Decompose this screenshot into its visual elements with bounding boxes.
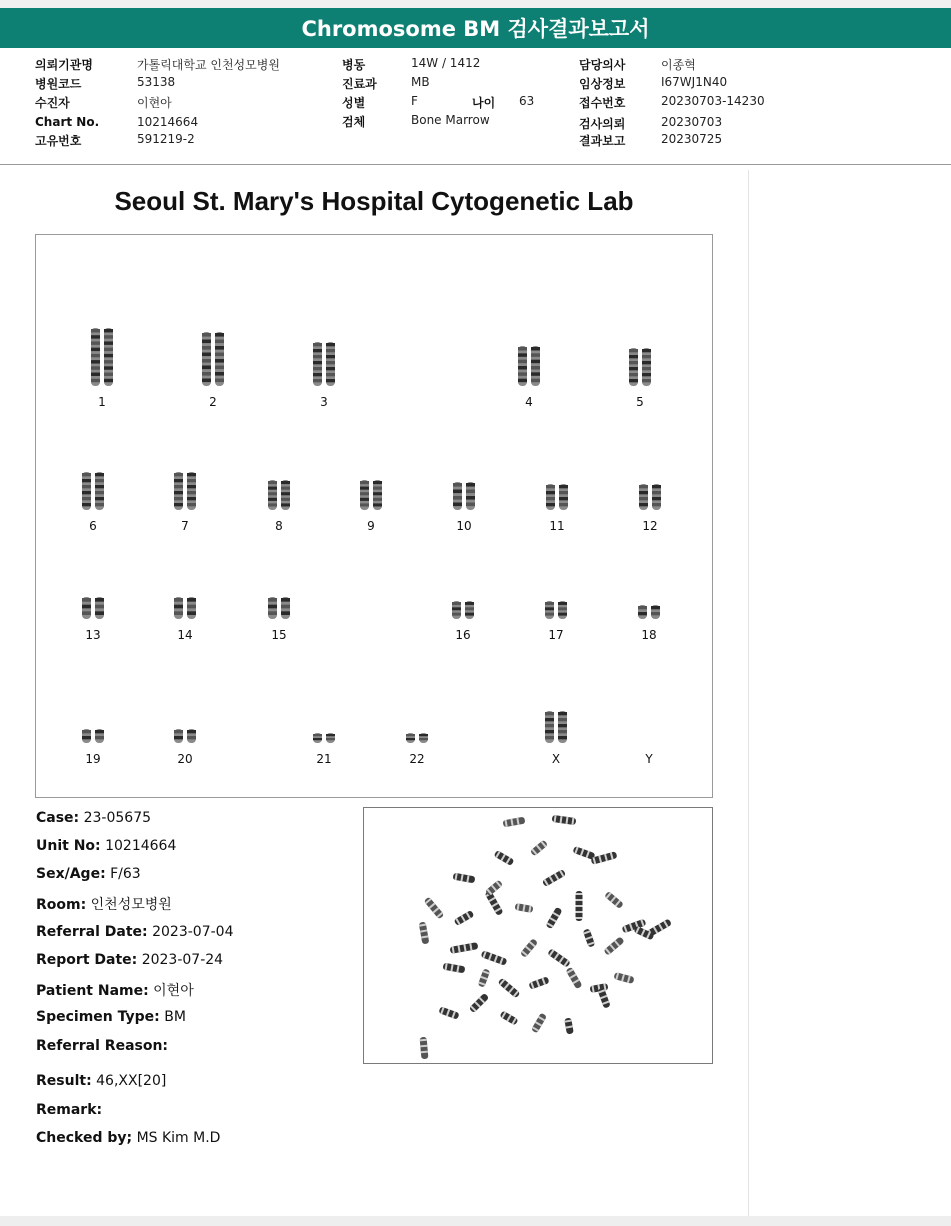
- metaphase-chromosome: [499, 1010, 518, 1025]
- info-label: 검체: [342, 115, 366, 129]
- chromosome-label-19: 19: [85, 752, 101, 766]
- info-label: 검사의뢰: [579, 117, 626, 131]
- info-label: 고유번호: [35, 134, 82, 148]
- metaphase-chromosome: [572, 846, 595, 860]
- checked-by-line: Checked by; MS Kim M.D: [36, 1130, 221, 1146]
- metaphase-chromosome: [613, 972, 634, 984]
- metaphase-chromosome: [576, 891, 583, 921]
- report-date-value: 2023-07-24: [141, 952, 224, 968]
- metaphase-chromosome: [591, 851, 618, 864]
- age-label: 나이: [472, 96, 496, 110]
- specimen-type-value: BM: [164, 1009, 186, 1025]
- chromosome-pair-6: [79, 471, 107, 511]
- chromosome-pair-21: [310, 732, 338, 744]
- info-label: 수진자: [35, 96, 70, 110]
- info-label: 성별: [342, 96, 366, 110]
- metaphase-chromosome: [478, 968, 491, 987]
- chromosome-pair-11: [543, 483, 571, 511]
- chromosome-pair-X: [542, 710, 570, 744]
- info-label: Chart No.: [35, 115, 100, 129]
- report-title-bar: [0, 8, 951, 48]
- info-value: 20230703-14230: [661, 94, 765, 108]
- info-value: 53138: [137, 75, 176, 89]
- info-label: 접수번호: [579, 96, 626, 110]
- chromosome-label-Y: Y: [645, 752, 653, 766]
- report-title: Chromosome BM 검사결과보고서: [301, 17, 650, 41]
- result-value: 46,XX[20]: [96, 1073, 167, 1089]
- chromosome-pair-9: [357, 479, 385, 511]
- metaphase-chromosome: [564, 1018, 574, 1035]
- referral-date-value: 2023-07-04: [152, 924, 234, 940]
- chromosome-pair-20: [171, 728, 199, 744]
- metaphase-chromosome: [531, 1013, 547, 1034]
- case-value: 23-05675: [83, 810, 152, 826]
- metaphase-chromosome: [485, 880, 503, 897]
- report-date-line: Report Date: 2023-07-24: [36, 952, 224, 968]
- info-value: 이종혁: [661, 58, 696, 72]
- info-value: 10214664: [137, 115, 199, 129]
- info-value: I67WJ1N40: [661, 75, 728, 89]
- info-label: 임상정보: [579, 77, 626, 91]
- checked-by-value: MS Kim M.D: [136, 1130, 221, 1146]
- info-label: 담당의사: [579, 58, 626, 72]
- chromosome-pair-16: [449, 600, 477, 620]
- chromosome-label-21: 21: [316, 752, 332, 766]
- chromosome-label-X: X: [551, 752, 561, 766]
- chromosome-label-6: 6: [89, 519, 97, 533]
- info-value: 20230703: [661, 115, 723, 129]
- lab-title: Seoul St. Mary's Hospital Cytogenetic Lab: [114, 186, 634, 216]
- metaphase-chromosome: [503, 817, 526, 828]
- remark-line: Remark:: [36, 1102, 103, 1118]
- chromosome-pair-12: [636, 483, 664, 511]
- chromosome-pair-8: [265, 479, 293, 511]
- metaphase-chromosome: [604, 891, 624, 909]
- chromosome-label-7: 7: [181, 519, 189, 533]
- metaphase-chromosome: [542, 869, 566, 887]
- chromosome-label-14: 14: [177, 628, 193, 642]
- metaphase-chromosome: [565, 967, 582, 990]
- sex-age-value: F/63: [110, 866, 141, 882]
- chromosome-pair-22: [403, 732, 431, 744]
- chromosome-label-17: 17: [548, 628, 564, 642]
- metaphase-chromosome: [603, 936, 624, 956]
- info-value: 591219-2: [137, 132, 195, 146]
- chromosome-pair-18: [635, 604, 663, 620]
- chromosome-pair-3: [310, 341, 338, 387]
- karyogram-panel: [35, 234, 713, 798]
- unit-no-line: Unit No: 10214664: [36, 838, 177, 854]
- header-divider: [0, 164, 951, 165]
- chromosome-pair-10: [450, 481, 478, 511]
- chromosome-label-20: 20: [177, 752, 193, 766]
- chromosome-label-10: 10: [456, 519, 472, 533]
- metaphase-chromosome: [469, 993, 490, 1014]
- info-label: 결과보고: [579, 134, 626, 148]
- chromosome-label-12: 12: [642, 519, 658, 533]
- page-bottom-band: [0, 1216, 951, 1226]
- info-label: 병원코드: [35, 77, 82, 91]
- metaphase-chromosome: [454, 910, 475, 926]
- chromosome-pair-1: [88, 327, 116, 387]
- patient-info-header: [0, 54, 951, 164]
- chromosome-label-15: 15: [271, 628, 287, 642]
- metaphase-chromosome: [438, 1006, 459, 1019]
- metaphase-chromosome: [547, 948, 571, 967]
- metaphase-chromosome: [552, 815, 577, 825]
- chromosome-pair-4: [515, 345, 543, 387]
- case-line: Case: 23-05675: [36, 810, 152, 826]
- metaphase-chromosome: [515, 903, 534, 913]
- metaphase-chromosome: [420, 1037, 429, 1060]
- chromosome-pair-14: [171, 596, 199, 620]
- age-value: 63: [519, 94, 535, 108]
- chromosome-pair-2: [199, 331, 227, 387]
- chromosome-label-2: 2: [209, 395, 217, 409]
- sex-age-line: Sex/Age: F/63: [36, 866, 141, 882]
- room-value: 인천성모병원: [90, 897, 172, 913]
- metaphase-chromosome: [528, 976, 549, 989]
- info-value: MB: [411, 75, 430, 89]
- chromosome-pair-17: [542, 600, 570, 620]
- specimen-type-line: Specimen Type: BM: [36, 1009, 186, 1025]
- chromosome-label-8: 8: [275, 519, 283, 533]
- metaphase-chromosome: [424, 897, 445, 920]
- chromosome-label-5: 5: [636, 395, 644, 409]
- metaphase-chromosome: [520, 938, 538, 958]
- metaphase-chromosome: [443, 963, 466, 974]
- info-label: 병동: [342, 58, 366, 72]
- metaphase-chromosome: [453, 873, 476, 884]
- chromosome-label-9: 9: [367, 519, 375, 533]
- referral-date-line: Referral Date: 2023-07-04: [36, 924, 234, 940]
- chromosome-pair-7: [171, 471, 199, 511]
- metaphase-chromosome: [633, 926, 654, 941]
- chromosome-label-16: 16: [455, 628, 471, 642]
- info-value: 가톨릭대학교 인천성모병원: [137, 58, 280, 72]
- info-value: Bone Marrow: [411, 113, 490, 127]
- chromosome-pair-19: [79, 728, 107, 744]
- chromosome-label-3: 3: [320, 395, 328, 409]
- metaphase-chromosome: [545, 907, 562, 930]
- info-value: 20230725: [661, 132, 723, 146]
- room-line: Room: 인천성모병원: [36, 897, 172, 913]
- metaphase-chromosome: [450, 942, 479, 954]
- metaphase-chromosome: [481, 950, 508, 965]
- chromosome-label-4: 4: [525, 395, 533, 409]
- chromosome-label-22: 22: [409, 752, 425, 766]
- result-line: Result: 46,XX[20]: [36, 1073, 167, 1089]
- chromosome-pair-13: [79, 596, 107, 620]
- top-strip: [0, 0, 951, 8]
- info-value: F: [411, 94, 418, 108]
- chromosome-pair-15: [265, 596, 293, 620]
- chromosome-label-18: 18: [641, 628, 657, 642]
- chromosome-label-1: 1: [98, 395, 106, 409]
- unit-no-value: 10214664: [105, 838, 177, 854]
- metaphase-chromosome: [597, 987, 610, 1008]
- info-label: 진료과: [342, 77, 377, 91]
- metaphase-chromosome: [419, 922, 430, 945]
- chromosome-pair-5: [626, 347, 654, 387]
- metaphase-spread-illustration: [364, 808, 712, 1063]
- metaphase-chromosome: [498, 978, 521, 999]
- metaphase-chromosome: [583, 928, 596, 947]
- patient-name-line: Patient Name: 이현아: [36, 983, 194, 999]
- referral-reason-line: Referral Reason:: [36, 1038, 169, 1054]
- metaphase-chromosome: [494, 850, 515, 866]
- info-value: 이현아: [137, 96, 172, 110]
- metaphase-image: [363, 807, 713, 1064]
- chromosome-label-11: 11: [549, 519, 565, 533]
- metaphase-chromosome: [530, 840, 548, 857]
- patient-name-value: 이현아: [153, 983, 194, 999]
- info-value: 14W / 1412: [411, 56, 481, 70]
- info-label: 의뢰기관명: [35, 58, 93, 72]
- chromosome-label-13: 13: [85, 628, 101, 642]
